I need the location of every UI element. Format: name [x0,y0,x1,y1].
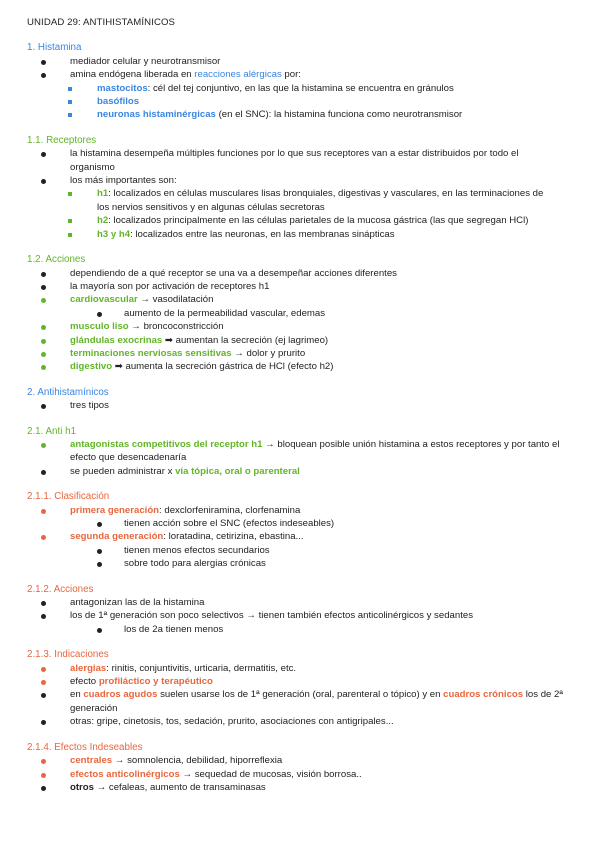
list-item: cardiovascular → vasodilatación [27,293,570,306]
bullet-icon [41,614,46,619]
list-item: musculo liso → broncoconstricción [27,320,570,333]
list-item: alergias: rinitis, conjuntivitis, urticaria, dermatitis, etc. [27,662,570,675]
list-item: antagonizan las de la histamina [27,596,570,609]
list-item: sobre todo para alergias crónicas [27,557,570,570]
list-item: los de 1ª generación son poco selectivos → tienen también efectos anticolinérgicos y sedantes [27,609,570,622]
heading-efectos-indeseables: 2.1.4. Efectos Indeseables [27,741,143,753]
bullet-icon [41,60,46,65]
list-item: aumento de la permeabilidad vascular, edemas [27,307,570,320]
list-item: h3 y h4: localizados entre las neuronas, en las membranas sinápticas [27,228,570,241]
bullet-icon [41,272,46,277]
bullet-icon [41,365,46,370]
heading-antihistaminicos: 2. Antihistamínicos [27,386,109,398]
square-bullet-icon [68,233,72,237]
square-bullet-icon [68,100,72,104]
square-bullet-icon [68,113,72,117]
heading-indicaciones: 2.1.3. Indicaciones [27,649,109,661]
bullet-icon [41,152,46,157]
list-item: segunda generación: loratadina, cetirizina, ebastina... [27,530,570,543]
list-item: tres tipos [27,399,570,412]
bullet-icon [41,667,46,672]
section-clasificacion [27,490,570,570]
list-item: la mayoría son por activación de receptores h1 [27,280,570,293]
list-item: efectos anticolinérgicos → sequedad de mucosas, visión borrosa.. [27,768,570,781]
bullet-icon [41,285,46,290]
bullet-icon [41,443,46,448]
list-item: tienen acción sobre el SNC (efectos indeseables) [27,517,570,530]
heading-clasificacion: 2.1.1. Clasificación [27,491,110,503]
list-item: los más importantes son: [27,174,570,187]
list-item: terminaciones nerviosas sensitivas → dolor y prurito [27,347,570,360]
list-item: los de 2a tienen menos [27,623,570,636]
list-item: amina endógena liberada en reacciones alérgicas por: [27,68,570,81]
bullet-icon [41,179,46,184]
bullet-icon [97,549,102,554]
bullet-icon [41,680,46,685]
heading-histamina: 1. Histamina [27,42,82,54]
section-indicaciones [27,648,570,728]
bullet-icon [41,720,46,725]
list-item: otros → cefaleas, aumento de transaminasas [27,781,570,794]
square-bullet-icon [68,87,72,91]
section-acciones-anti-h1 [27,583,570,637]
bullet-icon [41,298,46,303]
list-item: primera generación: dexclorfeniramina, clorfenamina [27,504,570,517]
bullet-icon [97,562,102,567]
bullet-icon [41,509,46,514]
bullet-icon [41,325,46,330]
list-item: otras: gripe, cinetosis, tos, sedación, prurito, asociaciones con antigripales... [27,715,570,728]
bullet-icon [41,73,46,78]
heading-anti-h1: 2.1. Anti h1 [27,425,77,437]
section-receptores [27,134,570,241]
list-item: mediador celular y neurotransmisor [27,55,570,68]
list-item: digestivo ➡ aumenta la secreción gástrica de HCl (efecto h2) [27,360,570,373]
list-item: mastocitos: cél del tej conjuntivo, en las que la histamina se encuentra en gránulos [27,82,570,95]
heading-receptores: 1.1. Receptores [27,134,97,146]
bullet-icon [41,693,46,698]
heading-acciones: 1.2. Acciones [27,254,86,266]
list-item: basófilos [27,95,570,108]
section-efectos-indeseables [27,741,570,795]
bullet-icon [97,628,102,633]
bullet-icon [41,786,46,791]
list-item: tienen menos efectos secundarios [27,544,570,557]
list-item: efecto profiláctico y terapéutico [27,675,570,688]
bullet-icon [41,601,46,606]
list-item: se pueden administrar x vía tópica, oral o parenteral [27,465,570,478]
list-item: h1: localizados en células musculares lisas bronquiales, digestivas y vasculares, en las terminaciones de los nervios sensitivos y en algunas células secretoras [27,187,570,214]
list-item: centrales → somnolencia, debilidad, hiporreflexia [27,754,570,767]
bullet-icon [41,470,46,475]
square-bullet-icon [68,219,72,223]
bullet-icon [41,759,46,764]
section-anti-h1 [27,425,570,479]
bullet-icon [97,312,102,317]
bullet-icon [41,352,46,357]
list-item: en cuadros agudos suelen usarse los de 1ª generación (oral, parenteral o tópico) y en cuadros crónicos los de 2ª generación [27,688,570,715]
bullet-icon [41,339,46,344]
bullet-icon [97,522,102,527]
section-antihistaminicos [27,386,570,413]
list-item: la histamina desempeña múltiples funciones por lo que sus receptores van a estar distribuidos por todo el organismo [27,147,570,174]
bullet-icon [41,773,46,778]
document-title: UNIDAD 29: ANTIHISTAMÍNICOS [27,17,176,28]
list-item: dependiendo de a qué receptor se una va a desempeñar acciones diferentes [27,267,570,280]
bullet-icon [41,404,46,409]
list-item: glándulas exocrinas ➡ aumentan la secreción (ej lagrimeo) [27,334,570,347]
section-acciones [27,253,570,374]
bullet-icon [41,535,46,540]
square-bullet-icon [68,192,72,196]
list-item: neuronas histaminérgicas (en el SNC): la histamina funciona como neurotransmisor [27,108,570,121]
list-item: antagonistas competitivos del receptor h1 → bloquean posible unión histamina a estos receptores y por tanto el efecto que desencadenaría [27,438,570,465]
section-histamina [27,41,570,121]
list-item: h2: localizados principalmente en las células parietales de la mucosa gástrica (las que segregan HCl) [27,214,570,227]
heading-acciones-anti-h1: 2.1.2. Acciones [27,583,94,595]
